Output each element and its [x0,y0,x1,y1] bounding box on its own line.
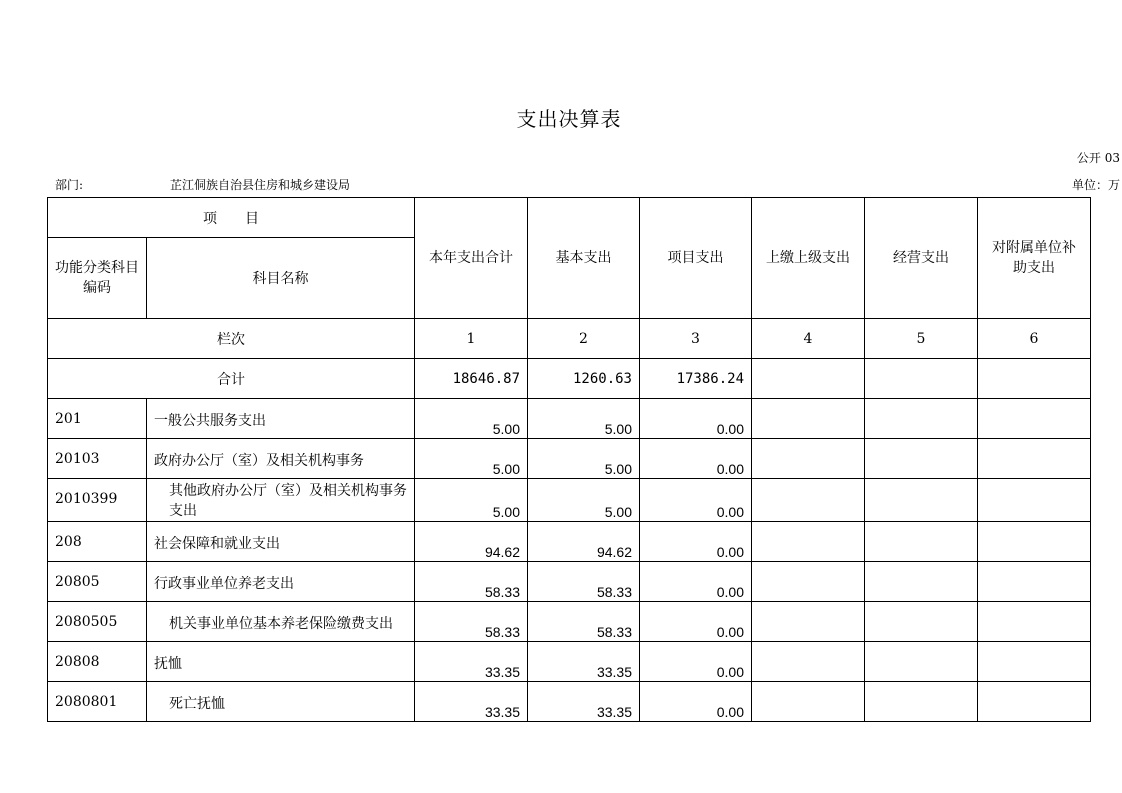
func-code-cell: 20808 [48,642,147,682]
amount-cell [865,439,978,479]
total-value [752,359,865,399]
amount-cell [978,602,1091,642]
header-row-1 [48,198,1091,238]
amount-cell: 5.00 [528,479,640,522]
col-header-total: 本年支出合计 [415,198,528,319]
func-code-cell: 2080801 [48,682,147,722]
amount-cell: 5.00 [528,399,640,439]
amount-cell: 5.00 [415,479,528,522]
amount-cell [865,642,978,682]
row-index-number: 5 [865,319,978,359]
amount-cell [978,479,1091,522]
func-code-cell: 20103 [48,439,147,479]
amount-cell: 58.33 [528,562,640,602]
department-name: 芷江侗族自治县住房和城乡建设局 [170,178,351,192]
amount-cell: 5.00 [528,439,640,479]
form-code: 公开 03 [1076,151,1120,165]
table-row [48,522,1091,562]
amount-cell [752,642,865,682]
table-row [48,562,1091,602]
amount-cell: 94.62 [415,522,528,562]
expenditure-table [47,197,1091,722]
amount-cell: 0.00 [640,522,752,562]
amount-cell [752,602,865,642]
table-row [48,602,1091,642]
total-value: 1260.63 [528,359,640,399]
department-label: 部门: [55,178,84,192]
subject-name-cell: 社会保障和就业支出 [147,522,415,562]
func-code-header: 功能分类科目编码 [48,238,147,319]
amount-cell [978,399,1091,439]
col-header-subsidy: 对附属单位补助支出 [978,198,1091,319]
col-header-project: 项目支出 [640,198,752,319]
amount-cell [752,479,865,522]
func-code-cell: 201 [48,399,147,439]
amount-cell: 0.00 [640,439,752,479]
amount-cell: 94.62 [528,522,640,562]
total-label: 合计 [48,359,415,399]
subject-name-cell: 行政事业单位养老支出 [147,562,415,602]
total-value: 18646.87 [415,359,528,399]
amount-cell: 0.00 [640,399,752,439]
total-value [978,359,1091,399]
amount-cell: 0.00 [640,602,752,642]
col-header-business: 经营支出 [865,198,978,319]
table-row [48,439,1091,479]
subject-name-cell: 政府办公厅（室）及相关机构事务 [147,439,415,479]
amount-cell [978,562,1091,602]
amount-cell [752,522,865,562]
func-code-cell: 20805 [48,562,147,602]
total-row [48,359,1091,399]
amount-cell [865,562,978,602]
amount-cell [752,562,865,602]
row-index-label: 栏次 [48,319,415,359]
subject-name-cell: 其他政府办公厅（室）及相关机构事务支出 [147,479,415,522]
subject-name-cell: 抚恤 [147,642,415,682]
amount-cell: 5.00 [415,399,528,439]
amount-cell [865,682,978,722]
amount-cell: 0.00 [640,562,752,602]
table-row [48,682,1091,722]
func-code-cell: 2080505 [48,602,147,642]
amount-cell [752,682,865,722]
col-header-basic: 基本支出 [528,198,640,319]
amount-cell: 5.00 [415,439,528,479]
row-index-number: 4 [752,319,865,359]
row-index-number: 3 [640,319,752,359]
subject-name-header: 科目名称 [147,238,415,319]
amount-cell: 33.35 [528,642,640,682]
col-header-upper: 上缴上级支出 [752,198,865,319]
row-index-number: 6 [978,319,1091,359]
amount-cell: 58.33 [415,562,528,602]
amount-cell [978,522,1091,562]
func-code-cell: 208 [48,522,147,562]
amount-cell [865,522,978,562]
row-index-number: 1 [415,319,528,359]
table-row [48,399,1091,439]
unit-label: 单位：万 [1071,178,1120,192]
page-title: 支出决算表 [516,107,622,131]
amount-cell: 58.33 [528,602,640,642]
amount-cell [865,602,978,642]
amount-cell: 33.35 [415,682,528,722]
amount-cell: 33.35 [415,642,528,682]
amount-cell [978,642,1091,682]
row-index-number: 2 [528,319,640,359]
total-value: 17386.24 [640,359,752,399]
amount-cell: 0.00 [640,642,752,682]
row-index [48,319,1091,359]
amount-cell [752,439,865,479]
subject-name-cell: 机关事业单位基本养老保险缴费支出 [147,602,415,642]
amount-cell: 58.33 [415,602,528,642]
amount-cell: 0.00 [640,682,752,722]
func-code-cell: 2010399 [48,479,147,522]
table-row [48,479,1091,522]
amount-cell: 33.35 [528,682,640,722]
amount-cell [865,479,978,522]
subject-name-cell: 死亡抚恤 [147,682,415,722]
amount-cell [865,399,978,439]
amount-cell [978,439,1091,479]
amount-cell [752,399,865,439]
amount-cell [978,682,1091,722]
table-row [48,642,1091,682]
amount-cell: 0.00 [640,479,752,522]
subject-name-cell: 一般公共服务支出 [147,399,415,439]
project-header: 项 目 [48,198,415,238]
total-value [865,359,978,399]
